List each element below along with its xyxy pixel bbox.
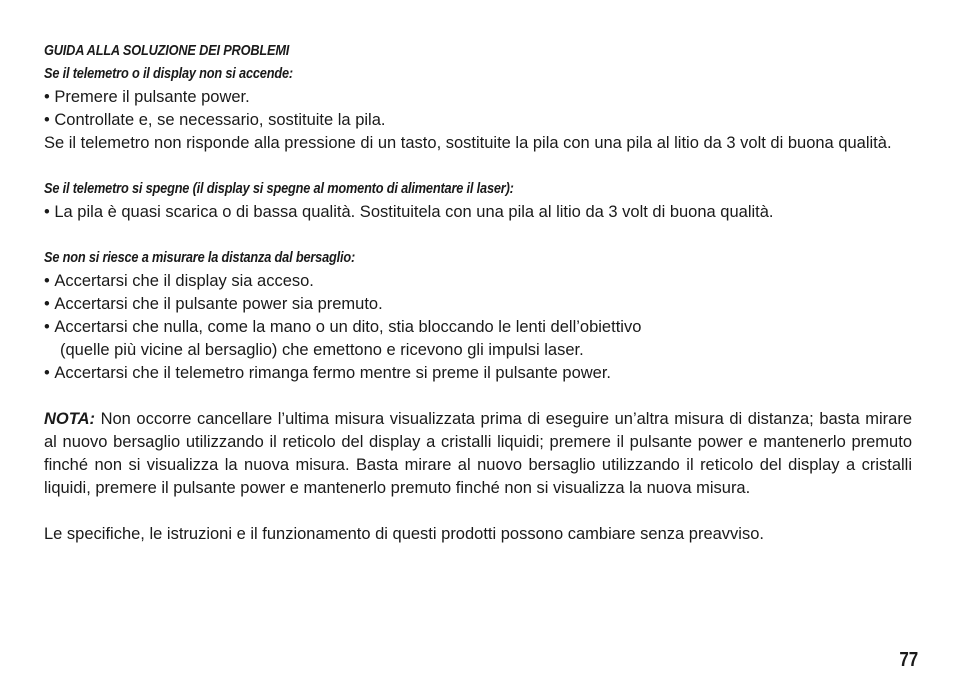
heading-cannot-measure: Se non si riesce a misurare la distanza dal bersaglio: [44,250,356,266]
heading-rangefinder-turns-off: Se il telemetro si spegne (il display si spegne al momento di alimentare il laser): [44,181,514,197]
list-item: • Premere il pulsante power. [44,86,912,109]
list-item: • Accertarsi che il display sia acceso. [44,270,912,293]
list-item: • Accertarsi che il telemetro rimanga fermo mentre si preme il pulsante power. [44,362,912,385]
nota-paragraph [44,408,912,500]
list-item: • Accertarsi che nulla, come la mano o un dito, stia bloccando le lenti dell’obiettivo [44,316,912,339]
page-number: 77 [899,649,918,671]
heading-display-not-on: Se il telemetro o il display non si accende: [44,66,293,82]
section-title: GUIDA ALLA SOLUZIONE DEI PROBLEMI [44,43,290,59]
nota-text: Non occorre cancellare l’ultima misura visualizzata prima di eseguire un’altra misura di distanza; basta mirare al nuovo bersaglio utilizzando il reticolo del display a cristalli liquidi; premere il pulsante power e mantenerlo premuto finché non si visualizza la nuova misura. Basta mirare al nuovo bersaglio utilizzando il reticolo del display a cristalli liquidi, premere il pulsante power e mantenerlo premuto finché non si visualizza la nuova misura. [44,410,912,497]
list-item: • Accertarsi che il pulsante power sia premuto. [44,293,912,316]
list-item: • La pila è quasi scarica o di bassa qualità. Sostituitela con una pila al litio da 3 volt di buona qualità. [44,201,912,224]
nota-label: NOTA: [44,410,96,428]
list-item-continuation: (quelle più vicine al bersaglio) che emettono e ricevono gli impulsi laser. [60,341,584,359]
paragraph-battery: Se il telemetro non risponde alla pressione di un tasto, sostituite la pila con una pila al litio da 3 volt di buona qualità. [44,134,892,152]
disclaimer: Le specifiche, le istruzioni e il funzionamento di questi prodotti possono cambiare senza preavviso. [44,525,764,543]
document-body [44,40,912,546]
list-item: • Controllate e, se necessario, sostituite la pila. [44,109,912,132]
